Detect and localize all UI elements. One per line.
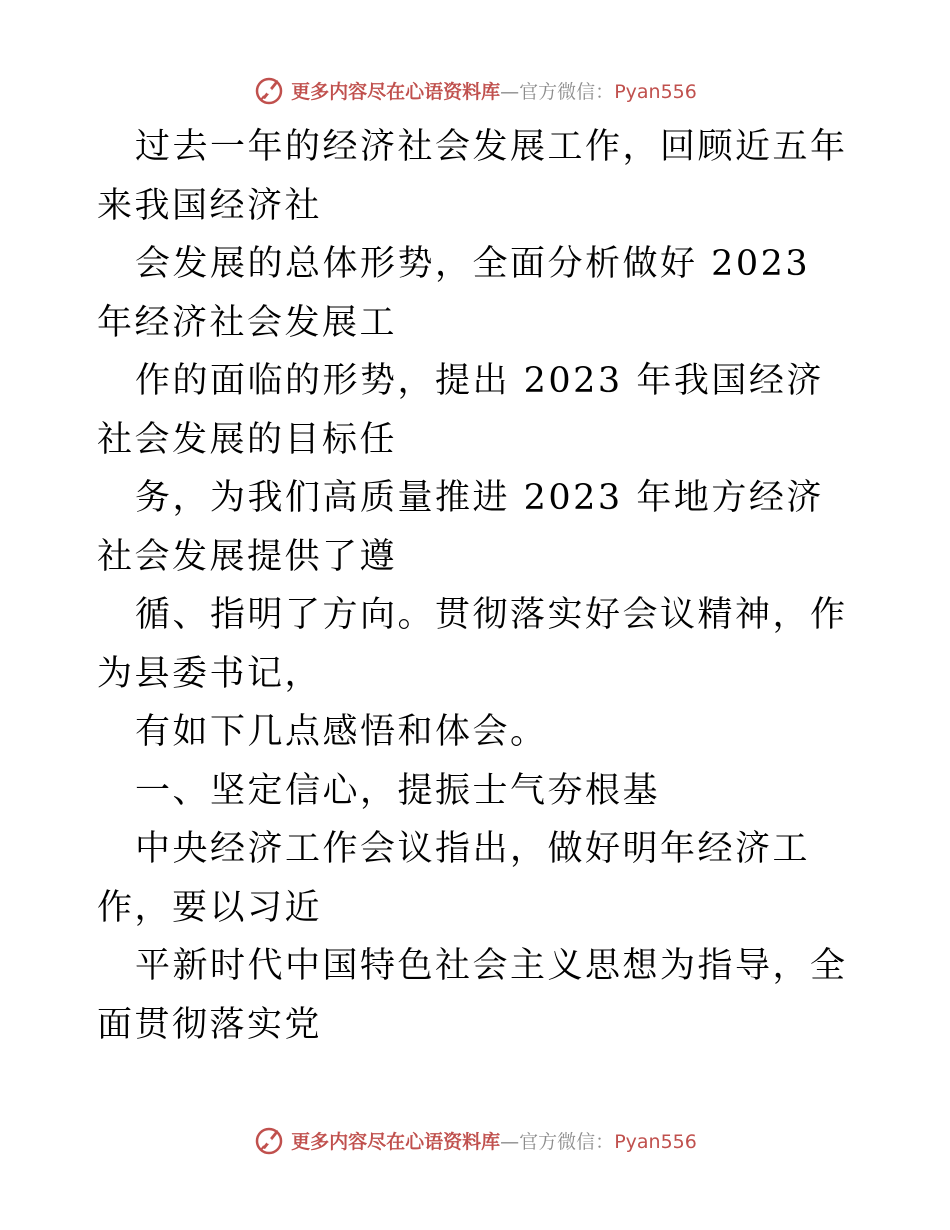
document-body xyxy=(97,118,857,1054)
watermark-wechat-id: Pyan556 xyxy=(614,80,697,103)
paragraph: 务，为我们高质量推进 2023 年地方经济社会发展提供了遵 xyxy=(97,478,824,577)
watermark-text xyxy=(291,1127,697,1154)
section-heading: 一、坚定信心，提振士气夯根基 xyxy=(135,770,661,811)
watermark-text xyxy=(291,77,697,104)
paragraph: 平新时代中国特色社会主义思想为指导，全面贯彻落实党 xyxy=(97,946,848,1045)
paragraph: 会发展的总体形势，全面分析做好 2023 年经济社会发展工 xyxy=(97,244,811,343)
header-watermark xyxy=(0,70,950,110)
watermark-label: 官方微信： xyxy=(519,1130,615,1153)
watermark-separator: — xyxy=(500,1130,520,1153)
feather-pen-seal-icon xyxy=(253,74,285,106)
watermark-wechat-id: Pyan556 xyxy=(614,1130,697,1153)
watermark-brand: 更多内容尽在心语资料库 xyxy=(291,80,501,103)
footer-watermark xyxy=(0,1120,950,1160)
watermark-brand: 更多内容尽在心语资料库 xyxy=(291,1130,501,1153)
feather-pen-seal-icon xyxy=(253,1124,285,1156)
watermark-separator: — xyxy=(500,80,520,103)
paragraph: 作的面临的形势，提出 2023 年我国经济社会发展的目标任 xyxy=(97,361,824,460)
paragraph: 过去一年的经济社会发展工作，回顾近五年来我国经济社 xyxy=(97,127,848,226)
watermark-label: 官方微信： xyxy=(519,80,615,103)
paragraph: 中央经济工作会议指出，做好明年经济工作，要以习近 xyxy=(97,829,811,928)
paragraph: 循、指明了方向。贯彻落实好会议精神，作为县委书记， xyxy=(97,595,848,694)
paragraph: 有如下几点感悟和体会。 xyxy=(135,712,548,752)
